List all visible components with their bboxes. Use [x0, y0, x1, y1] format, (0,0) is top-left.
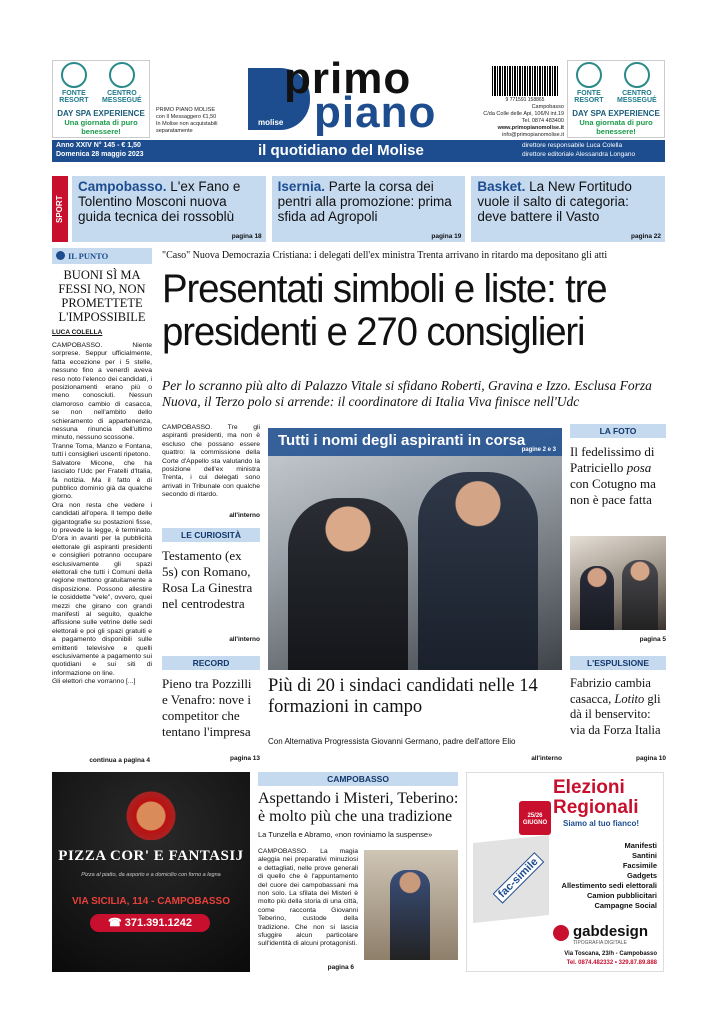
pizza-phone: [90, 914, 210, 932]
foto-text-1: Il fedelissimo di Patriciello: [570, 444, 655, 475]
ad-logo1: FONTE RESORT: [59, 90, 89, 104]
address-line: Tel. 0874 483400: [521, 118, 564, 124]
il-punto: [52, 248, 152, 768]
issue-date: Domenica 28 maggio 2023: [56, 151, 144, 158]
punto-icon: [56, 251, 65, 260]
sindaci-sub: Con Alternativa Progressista Giovanni Germano, padre dell'attore Elio: [268, 737, 516, 746]
logo-brand-small: molise: [258, 118, 284, 127]
address-block: [478, 104, 564, 139]
ad-logo2: CENTRO MESSEGUÉ: [102, 90, 142, 104]
campobasso-photo[interactable]: [364, 850, 458, 960]
director-2: direttore editoriale Alessandra Longano: [522, 151, 636, 158]
main-body: CAMPOBASSO. Tre gli aspiranti presidenti, ma non è escluso che possano essere quattro: la commissione della Corte d'Appello sta valutando la posizione dell'ex ministra Trenta, i cui delegati sono arrivati in Tribunale con qualche secondo di ritardo.: [162, 424, 260, 499]
ad-elezioni[interactable]: [466, 772, 664, 972]
sport-text: L'ex Fano e Tolentino Mosconi nuova guida tecnica dei rossoblù: [78, 179, 241, 224]
phone-icon: ☎: [107, 917, 125, 929]
espulsione-text-em: Lotito: [614, 691, 645, 706]
resort-logo-icon: [61, 62, 87, 88]
campobasso-sub: La Tunzella e Abramo, «non roviniamo la suspense»: [258, 830, 433, 839]
punto-body: CAMPOBASSO. Niente sorprese. Seppur ufficialmente, fatta eccezione per i 5 stelle, nessuno fino a venerdì aveva reso noto l'elenco dei candidati, i posizionamenti erano più o meno conosciuti. Nessun clamoroso cambio di casacca, se non nell'ambito dello schieramento di appartenenza, nessuna rinuncia dell'ultimo minuto, nessuno scossone. Tranne Toma, Manzo e Fontana, tutti i consiglieri uscenti ripetono. Salvatore Micone, che ha lasciato l'Udc per Fratelli d'Italia, fa notizia. Ma il fatto è di pubblico dominio già da qualche giorno. Ora non resta che vedere i candidati all'opera. Il tempo delle gigantografie su postazioni fisse, lo prevede la legge, è terminato. D'ora in avanti per la pubblicità elettorale gli aspiranti presidenti e consiglieri potranno occupare esclusivamente gli spazi elettorali che tutti i Comuni della regione mettono gratuitamente a disposizione. Possono allestire le cosiddette "vele", ovvero, quei mezzi che girano con grandi manifesti al seguito, qualche affissione sulle vetrine delle sedi elettorali e poi gli spazi gratuiti e a pagamento disponibili sulle emittenti televisive e quelli esclusivamente a pagamento sui quotidiani e sui siti di informazione on line. Gli elettori che vorranno [...]: [52, 342, 152, 686]
sport-place: Campobasso.: [78, 179, 167, 194]
main-sub: Per lo scranno più alto di Palazzo Vitale si sfidano Roberti, Gravina e Izzo. Esclusa Forza Nuova, il Terzo polo si arrende: il coordinatore di Italia Viva finisce nell'Udc: [162, 378, 652, 409]
main-headline[interactable]: Presentati simboli e liste: tre presidenti e 270 consiglieri: [162, 267, 607, 354]
elezioni-tel: Tel. 0874.482332 • 329.87.89.888: [566, 960, 657, 966]
sport-place: Isernia.: [277, 179, 325, 194]
elezioni-list: [549, 841, 657, 911]
director-1: direttore responsabile Luca Colella: [522, 142, 623, 149]
address-line: www.primopianomolise.it: [497, 125, 564, 131]
tagline: il quotidiano del Molise: [258, 142, 424, 159]
barcode: [492, 66, 558, 96]
curiosita-label: LE CURIOSITÀ: [162, 528, 260, 542]
resort-logo-icon: [576, 62, 602, 88]
ad-pizza[interactable]: [52, 772, 250, 972]
main-kicker: "Caso" Nuova Democrazia Cristiana: i delegati dell'ex ministra Trenta arrivano in ritardo ma depositano gli atti: [162, 250, 608, 261]
sport-items: [72, 176, 665, 242]
record-page[interactable]: pagina 13: [230, 755, 260, 762]
main-inside[interactable]: all'interno: [229, 512, 260, 519]
elezioni-item: Allestimento sedi elettorali: [561, 881, 657, 890]
foto-photo[interactable]: [570, 536, 666, 630]
sindaci-inside[interactable]: all'interno: [531, 755, 562, 762]
elezioni-brand: gabdesign: [573, 923, 649, 940]
elezioni-subtitle: Siamo al tuo fianco!: [563, 819, 640, 828]
ad-line1: DAY SPA EXPERIENCE: [57, 109, 145, 118]
address-line: info@primopianomolise.it: [502, 132, 564, 138]
elezioni-title1: Elezioni: [553, 777, 625, 798]
elezioni-stamp: fac-simile: [493, 852, 544, 903]
ad-resort-right[interactable]: [567, 60, 665, 138]
pizza-sub: Pizza al piatto, da asporto e a domicilio con forno a legna: [81, 872, 221, 878]
elezioni-item: Camion pubblicitari: [586, 891, 657, 900]
center-logo-icon: [624, 62, 650, 88]
elezioni-item: Campagne Social: [594, 901, 657, 910]
price-notes: [156, 107, 244, 135]
espulsione-text-1: Fabrizio cambia casacca,: [570, 676, 651, 706]
address-line: Campobasso: [531, 104, 564, 110]
record-label: RECORD: [162, 656, 260, 670]
ad-line2: Una giornata di puro benessere!: [64, 118, 138, 136]
photo-pages: pagine 2 e 3: [521, 447, 556, 453]
main-photo[interactable]: [268, 428, 562, 670]
price-note: PRIMO PIANO MOLISE: [156, 107, 215, 113]
logo-brand-top: primo: [284, 54, 412, 103]
ad-resort-left[interactable]: [52, 60, 150, 138]
logo-brand-bottom: piano: [314, 88, 437, 137]
record-text[interactable]: Pieno tra Pozzilli e Venafro: nove i competitor che tentano l'impresa: [162, 676, 252, 739]
pizza-chef-icon: [126, 780, 176, 840]
elezioni-item: Facsimile: [622, 861, 657, 870]
il-punto-label: [52, 248, 152, 264]
ad-logo2: CENTRO MESSEGUÉ: [617, 90, 657, 104]
sport-item[interactable]: [471, 176, 665, 242]
pizza-phone-text: 371.391.1242: [124, 917, 193, 929]
sport-text: La New Fortitudo vuole il salto di categoria: deve battere il Vasto: [477, 179, 632, 224]
foto-person: [580, 566, 614, 630]
curiosita-text[interactable]: Testamento (ex 5s) con Romano, Rosa La Ginestra nel centrodestra: [162, 548, 253, 611]
ad-line1: DAY SPA EXPERIENCE: [572, 109, 660, 118]
elezioni-title2: Regionali: [553, 797, 639, 818]
person-left: [288, 498, 408, 670]
foto-text[interactable]: [570, 444, 666, 508]
sport-page: pagina 22: [631, 233, 662, 240]
foto-person: [622, 560, 658, 630]
masthead-logo[interactable]: [244, 54, 484, 137]
sport-text: Parte la corsa dei pentri alla promozione: prima sfida ad Agropoli: [277, 179, 452, 224]
espulsione-page[interactable]: pagina 10: [636, 755, 666, 762]
campobasso-body: CAMPOBASSO. La magia aleggia nei preparativi minuziosi e dettagliati, nelle prove generali di quello che è l'appuntamento del cuore dei campobassani ma non solo. La sfilata dei Misteri è molto più della storia di una città, come racconta Giovanni Teberino, custode della tradizione. Che non si lascia sfuggire alcun particolare sull'identità di alcuni protagonisti.: [258, 848, 358, 948]
barcode-number: 9 771591 158865: [505, 97, 545, 103]
foto-page[interactable]: pagina 5: [639, 636, 666, 643]
elezioni-item: Santini: [631, 851, 657, 860]
pizza-title: PIZZA COR' E FANTASIJ: [58, 848, 244, 864]
sport-item[interactable]: [72, 176, 266, 242]
foto-text-em: posa: [626, 460, 652, 475]
curiosita-inside[interactable]: all'interno: [229, 636, 260, 643]
elezioni-item: Manifesti: [624, 841, 657, 850]
punto-author: LUCA COLELLA: [52, 329, 103, 336]
campobasso-title[interactable]: Aspettando i Misteri, Teberino: è molto più che una tradizione: [258, 790, 459, 825]
punto-continue[interactable]: continua a pagina 4: [89, 757, 150, 764]
sport-page: pagina 19: [431, 233, 462, 240]
sport-label: SPORT: [52, 176, 68, 242]
calendar-icon: 25/26 GIUGNO: [519, 801, 551, 835]
issue-info: Anno XXIV N° 145 - € 1,50: [56, 142, 141, 149]
foto-text-2: con Cotugno ma non è pace fatta: [570, 476, 656, 507]
espulsione-text[interactable]: [570, 676, 666, 738]
sport-page: pagina 18: [231, 233, 262, 240]
punto-label-text: IL PUNTO: [68, 251, 109, 261]
foto-label: LA FOTO: [570, 424, 666, 438]
price-note: In Molise non acquistabili: [156, 121, 218, 127]
photo-caption: Tutti i nomi degli aspiranti in corsa: [278, 432, 526, 449]
campobasso-page[interactable]: pagina 6: [327, 964, 354, 971]
ad-line2: Una giornata di puro benessere!: [579, 118, 653, 136]
center-logo-icon: [109, 62, 135, 88]
price-note: con Il Messaggero €1,50: [156, 114, 217, 120]
elezioni-brand-sub: TIPOGRAFIA DIGITALE: [573, 940, 627, 946]
elezioni-item: Gadgets: [626, 871, 657, 880]
gabdesign-logo-icon: [553, 925, 569, 941]
address-line: C/da Colle delle Api, 106/N int.19: [483, 111, 564, 117]
espulsione-label: L'ESPULSIONE: [570, 656, 666, 670]
ad-logo1: FONTE RESORT: [574, 90, 604, 104]
sport-item[interactable]: [272, 176, 466, 242]
punto-title: BUONI SÌ MA FESSI NO, NON PROMETTETE L'IMPOSSIBILE: [58, 268, 146, 324]
espulsione-text-2: gli dà il benservito: via da Forza Italia: [570, 691, 661, 737]
sport-place: Basket.: [477, 179, 526, 194]
pizza-address: VIA SICILIA, 114 - CAMPOBASSO: [72, 896, 230, 907]
sindaci-title[interactable]: Più di 20 i sindaci candidati nelle 14 formazioni in campo: [268, 676, 538, 717]
price-note: separatamente: [156, 128, 193, 134]
campobasso-label: CAMPOBASSO: [258, 772, 458, 786]
person-right: [418, 472, 538, 670]
masthead-bar: [52, 140, 665, 162]
campobasso-person: [390, 870, 430, 960]
elezioni-addr: Via Toscana, 23/h - Campobasso: [564, 951, 657, 957]
